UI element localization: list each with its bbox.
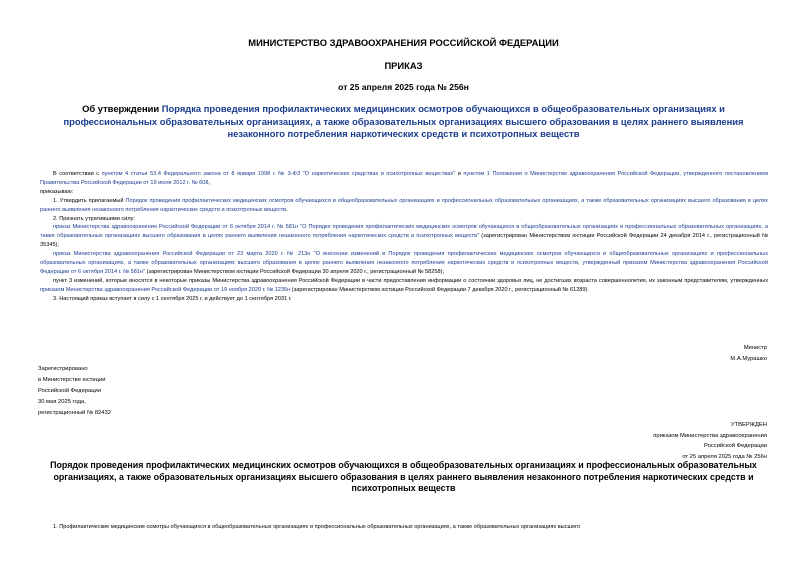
title-prefix: Об утверждении: [82, 103, 162, 114]
approved-block: УТВЕРЖДЕН приказом Министерства здравоохранения Российской Федерации от 25 апреля 2025 года № 256н: [653, 422, 767, 460]
ministry-heading: МИНИСТЕРСТВО ЗДРАВООХРАНЕНИЯ РОССИЙСКОЙ ФЕДЕРАЦИИ: [248, 37, 559, 48]
signer-name: М.А.Мурашко: [730, 356, 767, 362]
signature-block: [730, 343, 767, 365]
item-2b: приказ Министерства здравоохранения Российской Федерации от 23 марта 2020 г. № 213н "О внесении изменений в Порядок проведения профилактических медицинских осмотров обучающихся в общеобразовательных организациях и профессиональных образовательных организациях, а также образовательных организациях высшего образования в целях раннего выявления незаконного потребления наркотических средств и психотропных веществ, утвержденный приказом Министерства здравоохранения Российской Федерации от 6 октября 2014 г. № 581н" (зарегистрирован Министерством юстиции Российской Федерации 30 апреля 2020 г., регистрационный № 58258);: [40, 251, 768, 275]
title-link[interactable]: Порядка проведения профилактических медицинских осмотров обучающихся в общеобразовательных организациях и профессиональных образовательных организациях, а также образовательных организациях высшего образования в целях раннего выявления незаконного потребления наркотических средств и психотропных веществ: [63, 103, 744, 139]
law-link[interactable]: пунктом 4 статьи 53.4 Федерального закона от 8 января 1998 г. № 3-ФЗ "О наркотических средствах и психотропных веществах": [101, 171, 456, 177]
date-number: от 25 апреля 2025 года № 256н: [338, 82, 469, 92]
procedure-body: [40, 523, 768, 532]
item-1: 1. Утвердить прилагаемый Порядок проведения профилактических медицинских осмотров обучающихся в общеобразовательных организациях и профессиональных образовательных организациях, а также образовательных организациях высшего образования в целях раннего выявления незаконного потребления наркотических средств и психотропных веществ.: [40, 197, 768, 213]
item-2: 2. Признать утратившими силу:: [53, 215, 135, 222]
preamble: В соответствии с пунктом 4 статьи 53.4 Федерального закона от 8 января 1998 г. № 3-ФЗ "О наркотических средствах и психотропных веществах" и пунктом 1 Положения о Министерстве здравоохранения Российской Федерации, утвержденного постановлением Правительства Российской Федерации от 19 июня 2012 г. № 608,: [40, 171, 769, 186]
doc-type-heading: ПРИКАЗ: [384, 60, 423, 71]
procedure-title: Порядок проведения профилактических медицинских осмотров обучающихся в общеобразовательных организациях и профессиональных образовательных организациях, а также образовательных организациях высшего образования в целях раннего выявления незаконного потребления наркотических средств и психотропных веществ: [50, 460, 757, 494]
registration-block: Зарегистрировано в Министерстве юстиции Российской Федерации 30 мая 2025 года, регистрационный № 82432: [38, 366, 111, 416]
procedure-link[interactable]: Порядок проведения профилактических медицинских осмотров обучающихся в общеобразовательных организациях и профессиональных образовательных организациях, а также образовательных организациях высшего образования в целях раннего выявления незаконного потребления наркотических средств и психотропных веществ: [40, 197, 768, 213]
item-3: 3. Настоящий приказ вступает в силу с 1 сентября 2025 г. и действует до 1 сентября 2031 г.: [53, 295, 292, 302]
order-581n-link[interactable]: приказ Министерства здравоохранения Российской Федерации от 6 октября 2014 г. № 581н "О Порядке проведения профилактических медицинских осмотров обучающихся в общеобразовательных организациях и профессиональных образовательных организациях, а также образовательных организациях высшего образования в целях раннего выявления незаконного потребления наркотических средств и психотропных веществ": [40, 224, 768, 240]
order-body: [40, 170, 768, 304]
orders-word: приказываю:: [40, 188, 74, 195]
order-1235n-link[interactable]: приказом Министерства здравоохранения Российской Федерации от 19 ноября 2020 г. № 1235н: [40, 286, 291, 293]
document-title: [50, 103, 757, 141]
signer-title: Министр: [743, 345, 767, 351]
item-2c: пункт 3 изменений, которые вносятся в некоторые приказы Министерства здравоохранения Российской Федерации в части предоставления информации о состоянии здоровья лиц, не достигших возраста совершеннолетия, их законным представителям, утвержденных приказом Министерства здравоохранения Российской Федерации от 19 ноября 2020 г. № 1235н (зарегистрирован Министерством юстиции Российской Федерации 7 декабря 2020 г., регистрационный № 61289).: [40, 277, 768, 293]
procedure-item-1: 1. Профилактические медицинские осмотры обучающихся в общеобразовательных организациях и профессиональных образовательных организациях, а также образовательных организациях высшего: [53, 524, 581, 530]
order-213n-link[interactable]: приказ Министерства здравоохранения Российской Федерации от 23 марта 2020 г. № 213н "О внесении изменений в Порядок проведения профилактических медицинских осмотров обучающихся в общеобразовательных организациях и профессиональных образовательных организациях, а также образовательных организациях высшего образования в целях раннего выявления незаконного потребления наркотических средств и психотропных веществ, утвержденный приказом Министерства здравоохранения Российской Федерации от 6 октября 2014 г. № 581н": [40, 251, 768, 275]
item-2a: приказ Министерства здравоохранения Российской Федерации от 6 октября 2014 г. № 581н "О Порядке проведения профилактических медицинских осмотров обучающихся в общеобразовательных организациях и профессиональных образовательных организациях, а также образовательных организациях высшего образования в целях раннего выявления незаконного потребления наркотических средств и психотропных веществ" (зарегистрирован Министерством юстиции Российской Федерации 24 декабря 2014 г., регистрационный № 35345);: [40, 224, 768, 249]
regulation-link[interactable]: пунктом 1 Положения о Министерстве здравоохранения Российской Федерации, утвержденного постановлением Правительства Российской Федерации от 19 июня 2012 г. № 608: [40, 171, 769, 186]
